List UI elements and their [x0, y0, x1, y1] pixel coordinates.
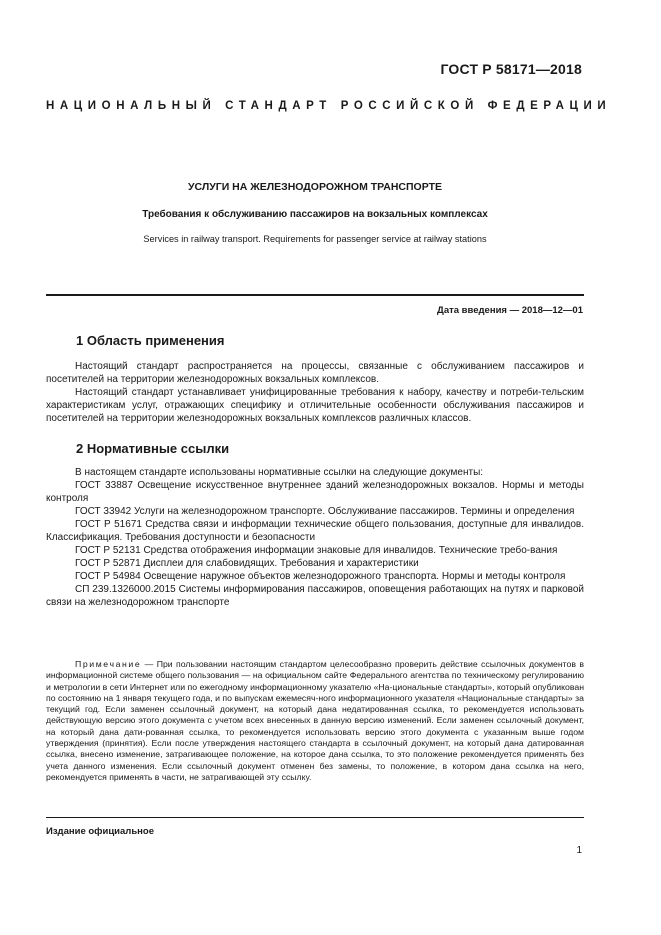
section-1-heading: 1 Область применения [76, 333, 225, 348]
national-standard-banner: НАЦИОНАЛЬНЫЙ СТАНДАРТ РОССИЙСКОЙ ФЕДЕРАЦИИ [46, 100, 612, 112]
reference-item: ГОСТ Р 52871 Дисплеи для слабовидящих. Требования и характеристики [75, 558, 419, 569]
reference-note [46, 659, 584, 783]
reference-item: ГОСТ Р 51671 Средства связи и информации технические общего пользования, доступные для инвалидов. Классификация. Требования доступности и безопасности [46, 519, 584, 543]
section-2-body [46, 466, 584, 609]
introduction-date: Дата введения — 2018—12—01 [437, 305, 583, 316]
english-title: Services in railway transport. Requirements for passenger service at railway stations [143, 234, 487, 244]
reference-item: ГОСТ Р 52131 Средства отображения информации знаковые для инвалидов. Технические требо-вания [75, 545, 558, 556]
official-edition-label: Издание официальное [46, 826, 154, 837]
section-2-heading: 2 Нормативные ссылки [76, 441, 230, 456]
reference-item: СП 239.1326000.2015 Системы информирования пассажиров, оповещения работающих на путях и парковой связи на железнодорожном транспорте [46, 584, 584, 608]
section-1-body [46, 360, 584, 425]
paragraph: В настоящем стандарте использованы нормативные ссылки на следующие документы: [75, 467, 484, 478]
reference-item: ГОСТ Р 54984 Освещение наружное объектов железнодорожного транспорта. Нормы и методы контроля [75, 571, 566, 582]
note-text: — При пользовании настоящим стандартом целесообразно проверить действие ссылочных документов в информационной системе общего пользования — на официальном сайте Федерального агентства по техническому регулированию и метрологии в сети Интернет или по ежегодному информационному указателю «На-циональные стандарты», который опубликован по состоянию на 1 января текущего года, и по выпускам ежемесяч-ного информационного указателя «Национальные стандарты» за текущий год. Если заменен ссылочный документ, на который дана недатированная ссылка, то рекомендуется использовать действующую версию этого документа с учетом всех внесенных в данную версию изменений. Если заменен ссылочный документ, на который дана дати-рованная ссылка, то рекомендуется использовать версию этого документа с указанным выше годом утверждения (принятия). Если после утверждения настоящего стандарта в ссылочный документ, на который дана датированная ссылка, внесено изменение, затрагивающее положение, на которое дана ссылка, то это положение рекомендуется применять без учета данного изменения. Если ссылочный документ отменен без замены, то положение, в котором дана ссылка на него, рекомендуется применять в части, не затрагивающей эту ссылку. [46, 659, 584, 782]
note-label: Примечание [75, 659, 142, 669]
page-number: 1 [576, 845, 582, 856]
title-divider [46, 294, 584, 296]
document-subtitle: Требования к обслуживанию пассажиров на вокзальных комплексах [142, 209, 488, 220]
paragraph: Настоящий стандарт распространяется на процессы, связанные с обслуживанием пассажиров и посетителей на территории железнодорожных вокзальных комплексов. [46, 361, 584, 385]
reference-item: ГОСТ 33887 Освещение искусственное внутреннее зданий железнодорожных вокзалов. Нормы и методы контроля [46, 480, 584, 504]
document-title: УСЛУГИ НА ЖЕЛЕЗНОДОРОЖНОМ ТРАНСПОРТЕ [188, 181, 442, 193]
footer-divider [46, 817, 584, 818]
paragraph: Настоящий стандарт устанавливает унифицированные требования к набору, качеству и потреби-тельским характеристикам услуг, отражающих специфику и отличительные особенности обслуживания пассажиров и посетителей на территории железнодорожных вокзальных комплексов различных классов. [46, 387, 584, 424]
reference-item: ГОСТ 33942 Услуги на железнодорожном транспорте. Обслуживание пассажиров. Термины и определения [75, 506, 575, 517]
standard-code: ГОСТ Р 58171—2018 [440, 61, 582, 77]
